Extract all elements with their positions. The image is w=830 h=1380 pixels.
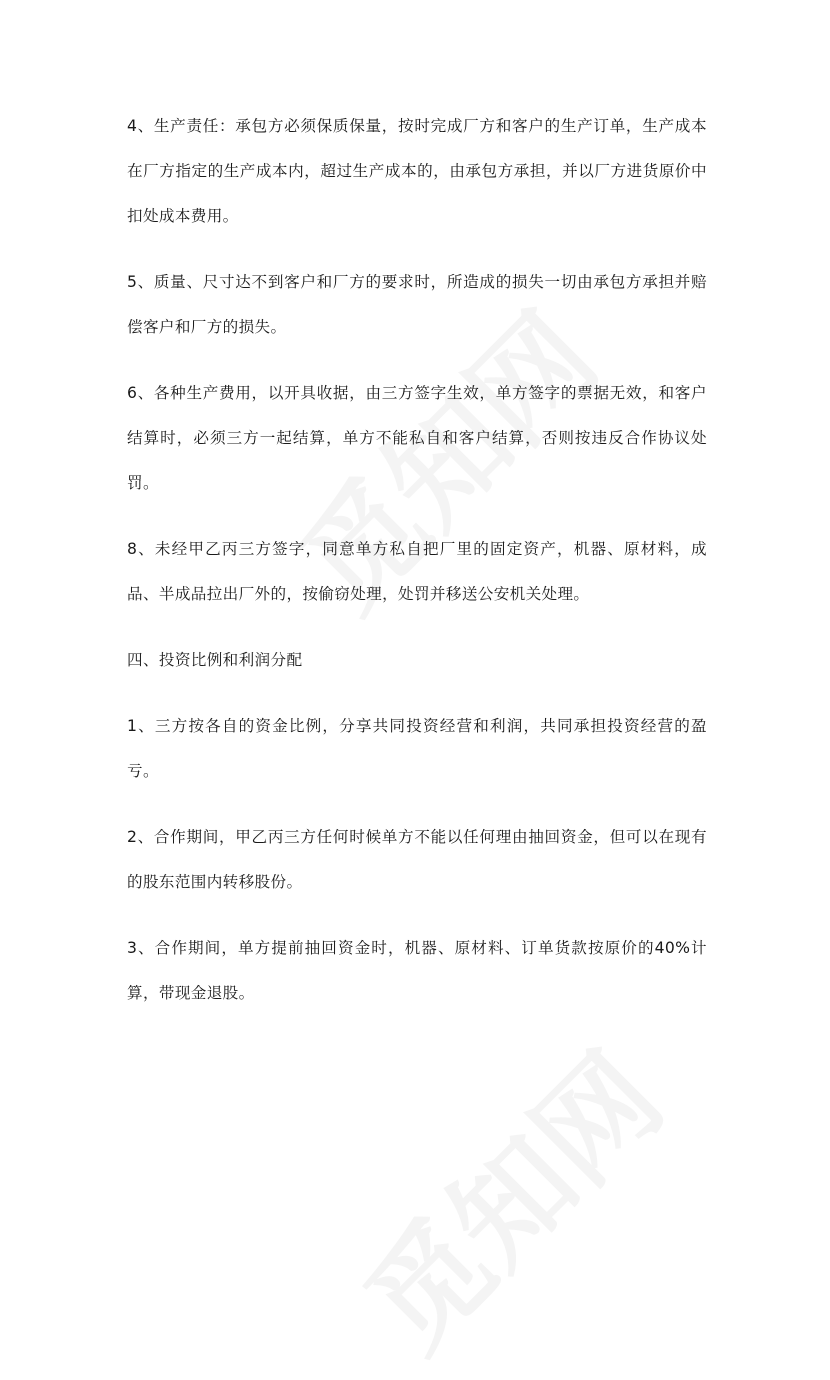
clause-production-costs: 6、各种生产费用，以开具收据，由三方签字生效，单方签字的票据无效，和客户结算时，必须三方一起结算，单方不能私自和客户结算，否则按违反合作协议处罚。	[127, 384, 707, 492]
watermark-logo	[322, 1010, 693, 1380]
clause-quality-size: 5、质量、尺寸达不到客户和厂方的要求时，所造成的损失一切由承包方承担并赔偿客户和厂方的损失。	[127, 273, 707, 336]
clause-fixed-assets: 8、未经甲乙丙三方签字，同意单方私自把厂里的固定资产，机器、原材料，成品、半成品拉出厂外的，按偷窃处理，处罚并移送公安机关处理。	[127, 540, 707, 603]
clause-early-withdrawal: 3、合作期间，单方提前抽回资金时，机器、原材料、订单货款按原价的40%计算，带现金退股。	[127, 939, 707, 1002]
document-body	[127, 104, 707, 1037]
clause-capital-ratio: 1、三方按各自的资金比例，分享共同投资经营和利润，共同承担投资经营的盈亏。	[127, 717, 707, 780]
clause-no-withdrawal: 2、合作期间，甲乙丙三方任何时候单方不能以任何理由抽回资金，但可以在现有的股东范围内转移股份。	[127, 828, 707, 891]
clause-production-responsibility: 4、生产责任：承包方必须保质保量，按时完成厂方和客户的生产订单，生产成本在厂方指定的生产成本内，超过生产成本的，由承包方承担，并以厂方进货原价中扣处成本费用。	[127, 117, 707, 225]
section-heading-investment: 四、投资比例和利润分配	[127, 651, 303, 669]
